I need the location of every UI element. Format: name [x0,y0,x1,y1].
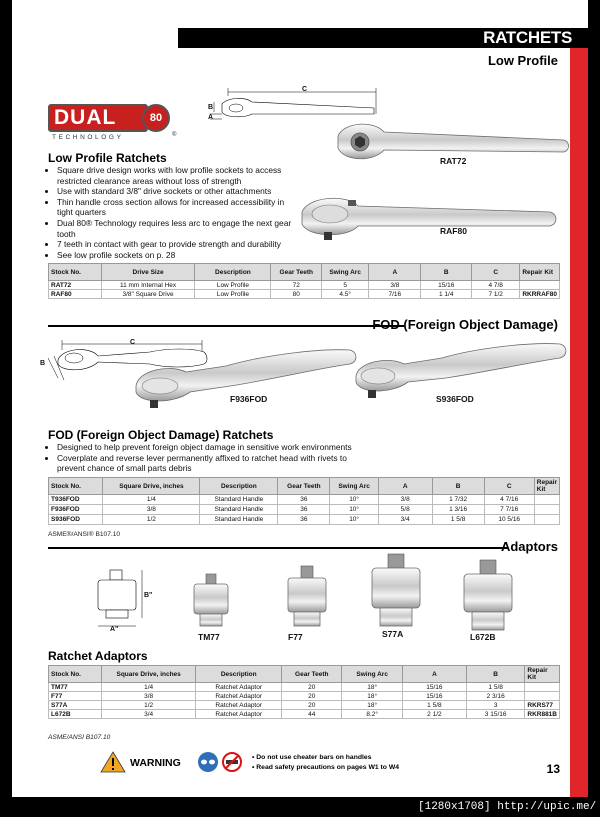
cell: 3 [466,701,524,710]
table-row [49,701,560,710]
cell: 7 7/16 [484,505,534,515]
cell: 15/16 [421,281,472,290]
raf80-label: RAF80 [440,226,467,236]
s936fod-label: S936FOD [436,394,474,404]
f77-label: F77 [288,632,303,642]
bullet-item: • Use with standard 3/8" drive sockets or other attachments [57,186,293,197]
cell: RKR881B [525,710,560,719]
col-c: C [484,478,534,495]
cell: 1 3/16 [432,505,484,515]
cell: 7 1/2 [472,290,520,299]
table-row [49,515,560,525]
cell: 15/16 [402,683,466,692]
cell: 44 [282,710,342,719]
cell: Standard Handle [200,515,278,525]
col-b: B [466,666,524,683]
cell: 10° [330,495,378,505]
f77-adaptor-image [282,562,332,632]
cell: 4 7/8 [472,281,520,290]
tm77-label: TM77 [198,632,220,642]
bullet-item: • Square drive design works with low profile sockets to access restricted clearance areas without loss of strength [57,165,293,186]
col-description: Description [195,264,271,281]
cell: TM77 [49,683,102,692]
col-swing-arc: Swing Arc [322,264,369,281]
cell: 80 [271,290,322,299]
cell: Low Profile [195,290,271,299]
cell: RAF80 [49,290,102,299]
col-b: B [432,478,484,495]
image-source-footer: [1280x1708] http://upic.me/ [418,801,597,813]
warning-item: • Read safety precautions on pages W1 to W4 [252,764,400,771]
col-a: A [378,478,432,495]
low-profile-spec-table [48,263,560,299]
cell: 1 5/8 [402,701,466,710]
cell: 18° [342,692,402,701]
cell: 15/16 [402,692,466,701]
no-cheater-bar-icon [221,751,243,773]
cell: 3 15/16 [466,710,524,719]
table-row [49,505,560,515]
cell: 20 [282,692,342,701]
cell: 7/16 [369,290,421,299]
cell: 3/8" Square Drive [101,290,195,299]
cell: 3/8 [378,495,432,505]
cell: 10° [330,515,378,525]
fod-bullets [48,442,377,474]
fod-diagram-label-b: B [40,360,46,367]
tm77-adaptor-image [188,570,234,630]
fod-spec-table [48,477,560,525]
adaptors-spec-table [48,665,560,719]
warning-triangle-icon [100,751,126,773]
eye-protection-icon [197,751,219,773]
cell: 3/4 [102,710,196,719]
cell: 4 7/16 [484,495,534,505]
cell: 4.5° [322,290,369,299]
col-stock-no: Stock No. [49,264,102,281]
cell: 20 [282,683,342,692]
cell [534,505,559,515]
cell: F936FOD [49,505,103,515]
cell: 1/2 [102,701,196,710]
l672b-adaptor-image [460,558,516,636]
section-divider [48,547,508,549]
cell: 8.2° [342,710,402,719]
table-row [49,683,560,692]
cell: S936FOD [49,515,103,525]
cell: 1 1/4 [421,290,472,299]
col-square-drive: Square Drive, inches [102,666,196,683]
warning-text [252,753,399,773]
cell: Ratchet Adaptor [196,683,282,692]
cell: 3/8 [102,692,196,701]
col-swing-arc: Swing Arc [342,666,402,683]
table-header-row [49,666,560,683]
col-square-drive: Square Drive, inches [103,478,200,495]
page-title: RATCHETS [483,28,572,47]
col-swing-arc: Swing Arc [330,478,378,495]
bullet-item: • See low profile sockets on p. 28 [57,250,293,261]
cell [520,281,560,290]
diagram-label-c: C [302,86,308,93]
table-row [49,281,560,290]
side-accent-bar [570,48,588,797]
cell: 1/2 [103,515,200,525]
adaptors-standard-note: ASME/ANSI B107.10 [48,734,111,741]
cell: 72 [271,281,322,290]
cell [525,683,560,692]
cell: 18° [342,683,402,692]
low-profile-heading: Low Profile Ratchets [48,151,167,165]
fod-diagram-label-c: C [130,339,136,346]
cell: 10° [330,505,378,515]
section-divider [48,325,404,327]
cell: Ratchet Adaptor [196,692,282,701]
cell: S77A [49,701,102,710]
cell: RKRRAF80 [520,290,560,299]
cell: 36 [278,505,330,515]
adaptor-diagram-label-a: A" [110,626,119,633]
rat72-label: RAT72 [440,156,467,166]
cell: Low Profile [195,281,271,290]
bullet-item: • Coverplate and reverse lever permanently affixed to ratchet head with rivets to prevent chance of small parts debris [57,453,377,474]
cell [534,495,559,505]
l672b-label: L672B [470,632,496,642]
cell: Ratchet Adaptor [196,710,282,719]
cell: 5/8 [378,505,432,515]
section-title-adaptors: Adaptors [500,539,558,554]
adaptors-heading: Ratchet Adaptors [48,649,148,663]
col-c: C [472,264,520,281]
col-b: B [421,264,472,281]
cell: 1 7/32 [432,495,484,505]
col-description: Description [200,478,278,495]
s77a-adaptor-image [368,552,424,632]
col-gear-teeth: Gear Teeth [282,666,342,683]
catalog-page [12,0,588,797]
cell: L672B [49,710,102,719]
table-header-row [49,478,560,495]
section-title-fod: FOD (Foreign Object Damage) [372,317,558,332]
table-row [49,710,560,719]
diagram-label-a: A [208,114,214,121]
cell: 18° [342,701,402,710]
cell: 1 5/8 [432,515,484,525]
col-a: A [402,666,466,683]
s936fod-tool-image [350,338,572,402]
diagram-label-b: B [208,104,214,111]
cell: 5 [322,281,369,290]
cell: 1 5/8 [466,683,524,692]
adaptor-diagram-label-b: B" [144,592,153,599]
cell: 3/8 [369,281,421,290]
col-repair-kit: Repair Kit [520,264,560,281]
col-drive-size: Drive Size [101,264,195,281]
cell: 36 [278,495,330,505]
cell: Ratchet Adaptor [196,701,282,710]
logo-number: 80 [142,104,170,132]
col-gear-teeth: Gear Teeth [278,478,330,495]
cell: 3/8 [103,505,200,515]
section-title-low-profile: Low Profile [487,53,558,68]
cell: 2 3/16 [466,692,524,701]
bullet-item: • Thin handle cross section allows for increased accessibility in tight quarters [57,197,293,218]
cell: 3/4 [378,515,432,525]
cell: T936FOD [49,495,103,505]
logo-tagline: TECHNOLOGY [52,134,124,141]
logo-brand: DUAL [54,106,117,129]
bullet-item: • Dual 80® Technology requires less arc to engage the next gear tooth [57,218,293,239]
cell [534,515,559,525]
s77a-label: S77A [382,629,404,639]
col-stock-no: Stock No. [49,666,102,683]
col-a: A [369,264,421,281]
table-header-row [49,264,560,281]
table-row [49,290,560,299]
f936fod-label: F936FOD [230,394,268,404]
cell: RAT72 [49,281,102,290]
cell: 2 1/2 [402,710,466,719]
cell: 1/4 [102,683,196,692]
cell [525,692,560,701]
cell: RKRS77 [525,701,560,710]
cell: 36 [278,515,330,525]
cell: 20 [282,701,342,710]
cell: 10 5/16 [484,515,534,525]
fod-standard-note: ASME®/ANSI® B107.10 [48,531,121,538]
col-description: Description [196,666,282,683]
bullet-item: • 7 teeth in contact with gear to provide strength and durability [57,239,293,250]
col-gear-teeth: Gear Teeth [271,264,322,281]
adaptor-dimension-diagram [92,562,162,636]
cell: Standard Handle [200,495,278,505]
col-repair-kit: Repair Kit [525,666,560,683]
dual80-logo [48,104,177,146]
fod-heading: FOD (Foreign Object Damage) Ratchets [48,428,274,442]
col-stock-no: Stock No. [49,478,103,495]
raf80-tool-image [296,192,558,244]
warning-label: WARNING [130,757,181,769]
bullet-item: • Designed to help prevent foreign object damage in sensitive work environments [57,442,377,453]
low-profile-bullets [48,165,293,260]
cell: 1/4 [103,495,200,505]
warning-item: • Do not use cheater bars on handles [252,754,372,761]
cell: Standard Handle [200,505,278,515]
table-row [49,495,560,505]
page-number: 13 [546,762,560,776]
col-repair-kit: Repair Kit [534,478,559,495]
cell: F77 [49,692,102,701]
cell: 11 mm Internal Hex [101,281,195,290]
logo-registered: ® [172,132,177,138]
table-row [49,692,560,701]
